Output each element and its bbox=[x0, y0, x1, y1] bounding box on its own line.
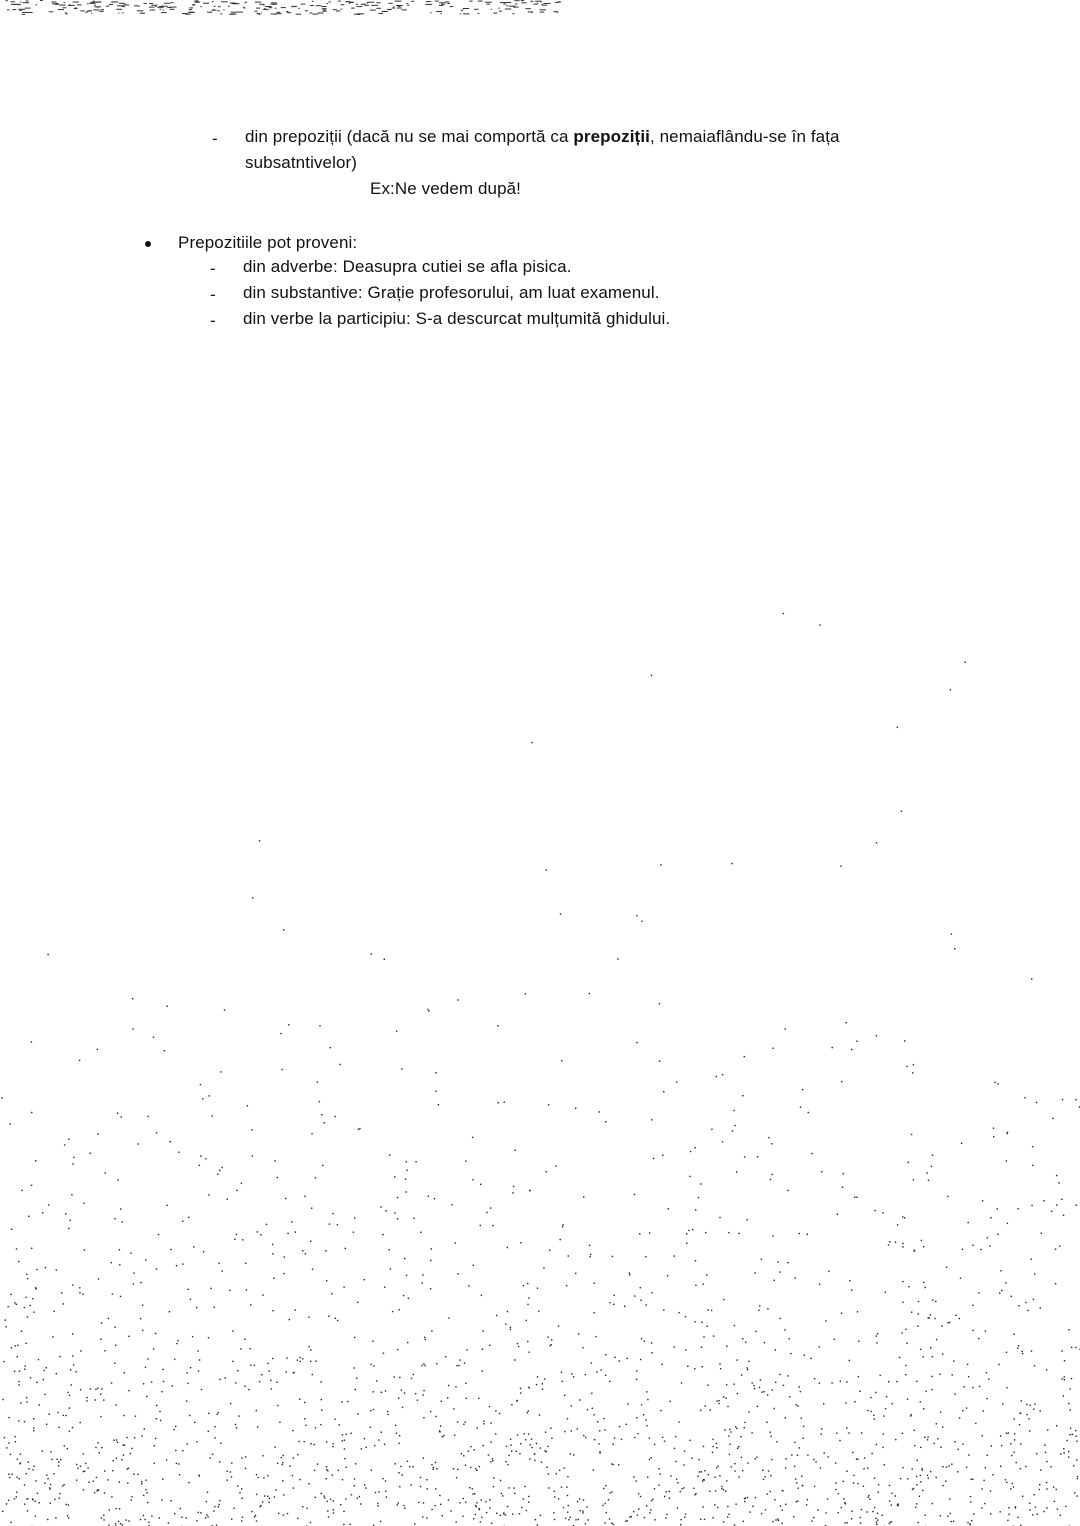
intro-item-text-bold: prepoziții bbox=[573, 127, 650, 146]
intro-item-text-a: din prepoziții (dacă nu se mai comportă ca bbox=[245, 127, 574, 146]
intro-item-line-1 bbox=[245, 126, 840, 148]
list-item-verbe: din verbe la participiu: S-a descurcat mulțumită ghidului. bbox=[243, 309, 671, 328]
example-text: Ex:Ne vedem după! bbox=[370, 179, 522, 198]
list-item-adverbe: din adverbe: Deasupra cutiei se afla pisica. bbox=[243, 257, 572, 276]
scan-edge-artifact bbox=[0, 0, 1080, 24]
list-marker: - bbox=[210, 285, 216, 304]
list-marker: - bbox=[210, 259, 216, 278]
intro-item-line-2: subsatntivelor) bbox=[245, 153, 358, 172]
section-heading: Prepozitiile pot proveni: bbox=[178, 233, 358, 252]
list-item-substantive: din substantive: Grație profesorului, am luat examenul. bbox=[243, 283, 660, 302]
bullet-marker bbox=[145, 241, 151, 247]
intro-item-text-c: , nemaiaflându-se în fața bbox=[649, 127, 840, 146]
list-marker: - bbox=[210, 311, 216, 330]
list-marker: - bbox=[212, 129, 218, 148]
